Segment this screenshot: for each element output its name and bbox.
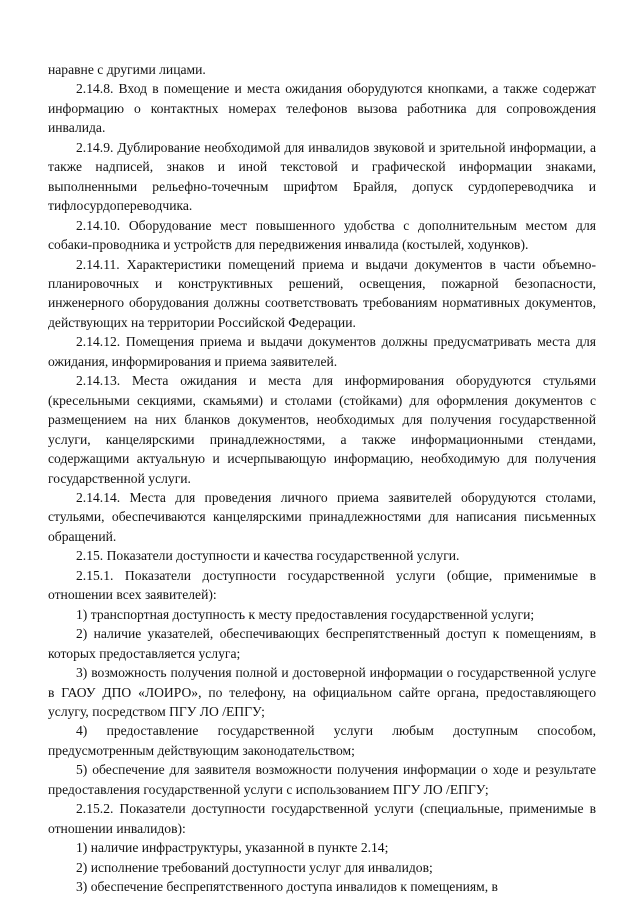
paragraph: 2.14.13. Места ожидания и места для информирования оборудуются стульями (кресельными секциями, скамьями) и столами (стойками) для оформления документов с размещением на них бланков документов, необходимых для получения государственной услуги, канцелярскими принадлежностями, а также информационными стендами, содержащими актуальную и исчерпывающую информацию, необходимую для получения государственной услуги. <box>48 373 596 486</box>
paragraph: 2.14.14. Места для проведения личного приема заявителей оборудуются столами, стульями, обеспечиваются канцелярскими принадлежностями для написания письменных обращений. <box>48 489 596 544</box>
list-item: 2) исполнение требований доступности услуг для инвалидов; <box>76 859 433 875</box>
paragraph: 2.14.11. Характеристики помещений приема и выдачи документов в части объемно-планировочных и конструктивных решений, освещения, пожарной безопасности, инженерного оборудования должны соответствовать требованиям нормативных документов, действующих на территории Российской Федерации. <box>48 256 596 330</box>
list-item: 4) предоставление государственной услуги любым доступным способом, предусмотренным действующим законодательством; <box>48 723 596 758</box>
list-item: 1) транспортная доступность к месту предоставления государственной услуги; <box>76 606 535 622</box>
paragraph: 2.14.10. Оборудование мест повышенного удобства с дополнительным местом для собаки-проводника и устройств для передвижения инвалида (костылей, ходунков). <box>48 217 596 253</box>
paragraph: 2.14.9. Дублирование необходимой для инвалидов звуковой и зрительной информации, а также надписей, знаков и иной текстовой и графической информации знаками, выполненными рельефно-точечным шрифтом Брайля, допуск сурдопереводчика и тифлосурдопереводчика. <box>48 139 596 214</box>
paragraph: 2.14.12. Помещения приема и выдачи документов должны предусматривать места для ожидания, информирования и приема заявителей. <box>48 334 596 369</box>
list-item: 5) обеспечение для заявителя возможности получения информации о ходе и результате предоставления государственной услуги с использованием ПГУ ЛО /ЕПГУ; <box>48 762 596 797</box>
list-item: 3) возможность получения полной и достоверной информации о государственной услуге в ГАОУ ДПО «ЛОИРО», по телефону, на официальном сайте органа, предоставляющего услугу, посредством ПГУ ЛО /ЕПГУ; <box>48 665 596 719</box>
list-item: 2) наличие указателей, обеспечивающих беспрепятственный доступ к помещениям, в которых предоставляется услуга; <box>48 626 596 661</box>
document-page <box>48 60 596 896</box>
section-heading: 2.15. Показатели доступности и качества государственной услуги. <box>76 548 460 564</box>
paragraph: наравне с другими лицами. <box>48 62 206 77</box>
list-item: 1) наличие инфраструктуры, указанной в пункте 2.14; <box>76 840 389 856</box>
paragraph: 2.15.2. Показатели доступности государственной услуги (специальные, применимые в отношении инвалидов): <box>48 801 596 836</box>
paragraph: 2.15.1. Показатели доступности государственной услуги (общие, применимые в отношении всех заявителей): <box>48 567 596 603</box>
list-item: 3) обеспечение беспрепятственного доступа инвалидов к помещениям, в <box>76 879 498 895</box>
paragraph: 2.14.8. Вход в помещение и места ожидания оборудуются кнопками, а также содержат информацию о контактных номерах телефонов вызова работника для сопровождения инвалида. <box>48 81 596 136</box>
